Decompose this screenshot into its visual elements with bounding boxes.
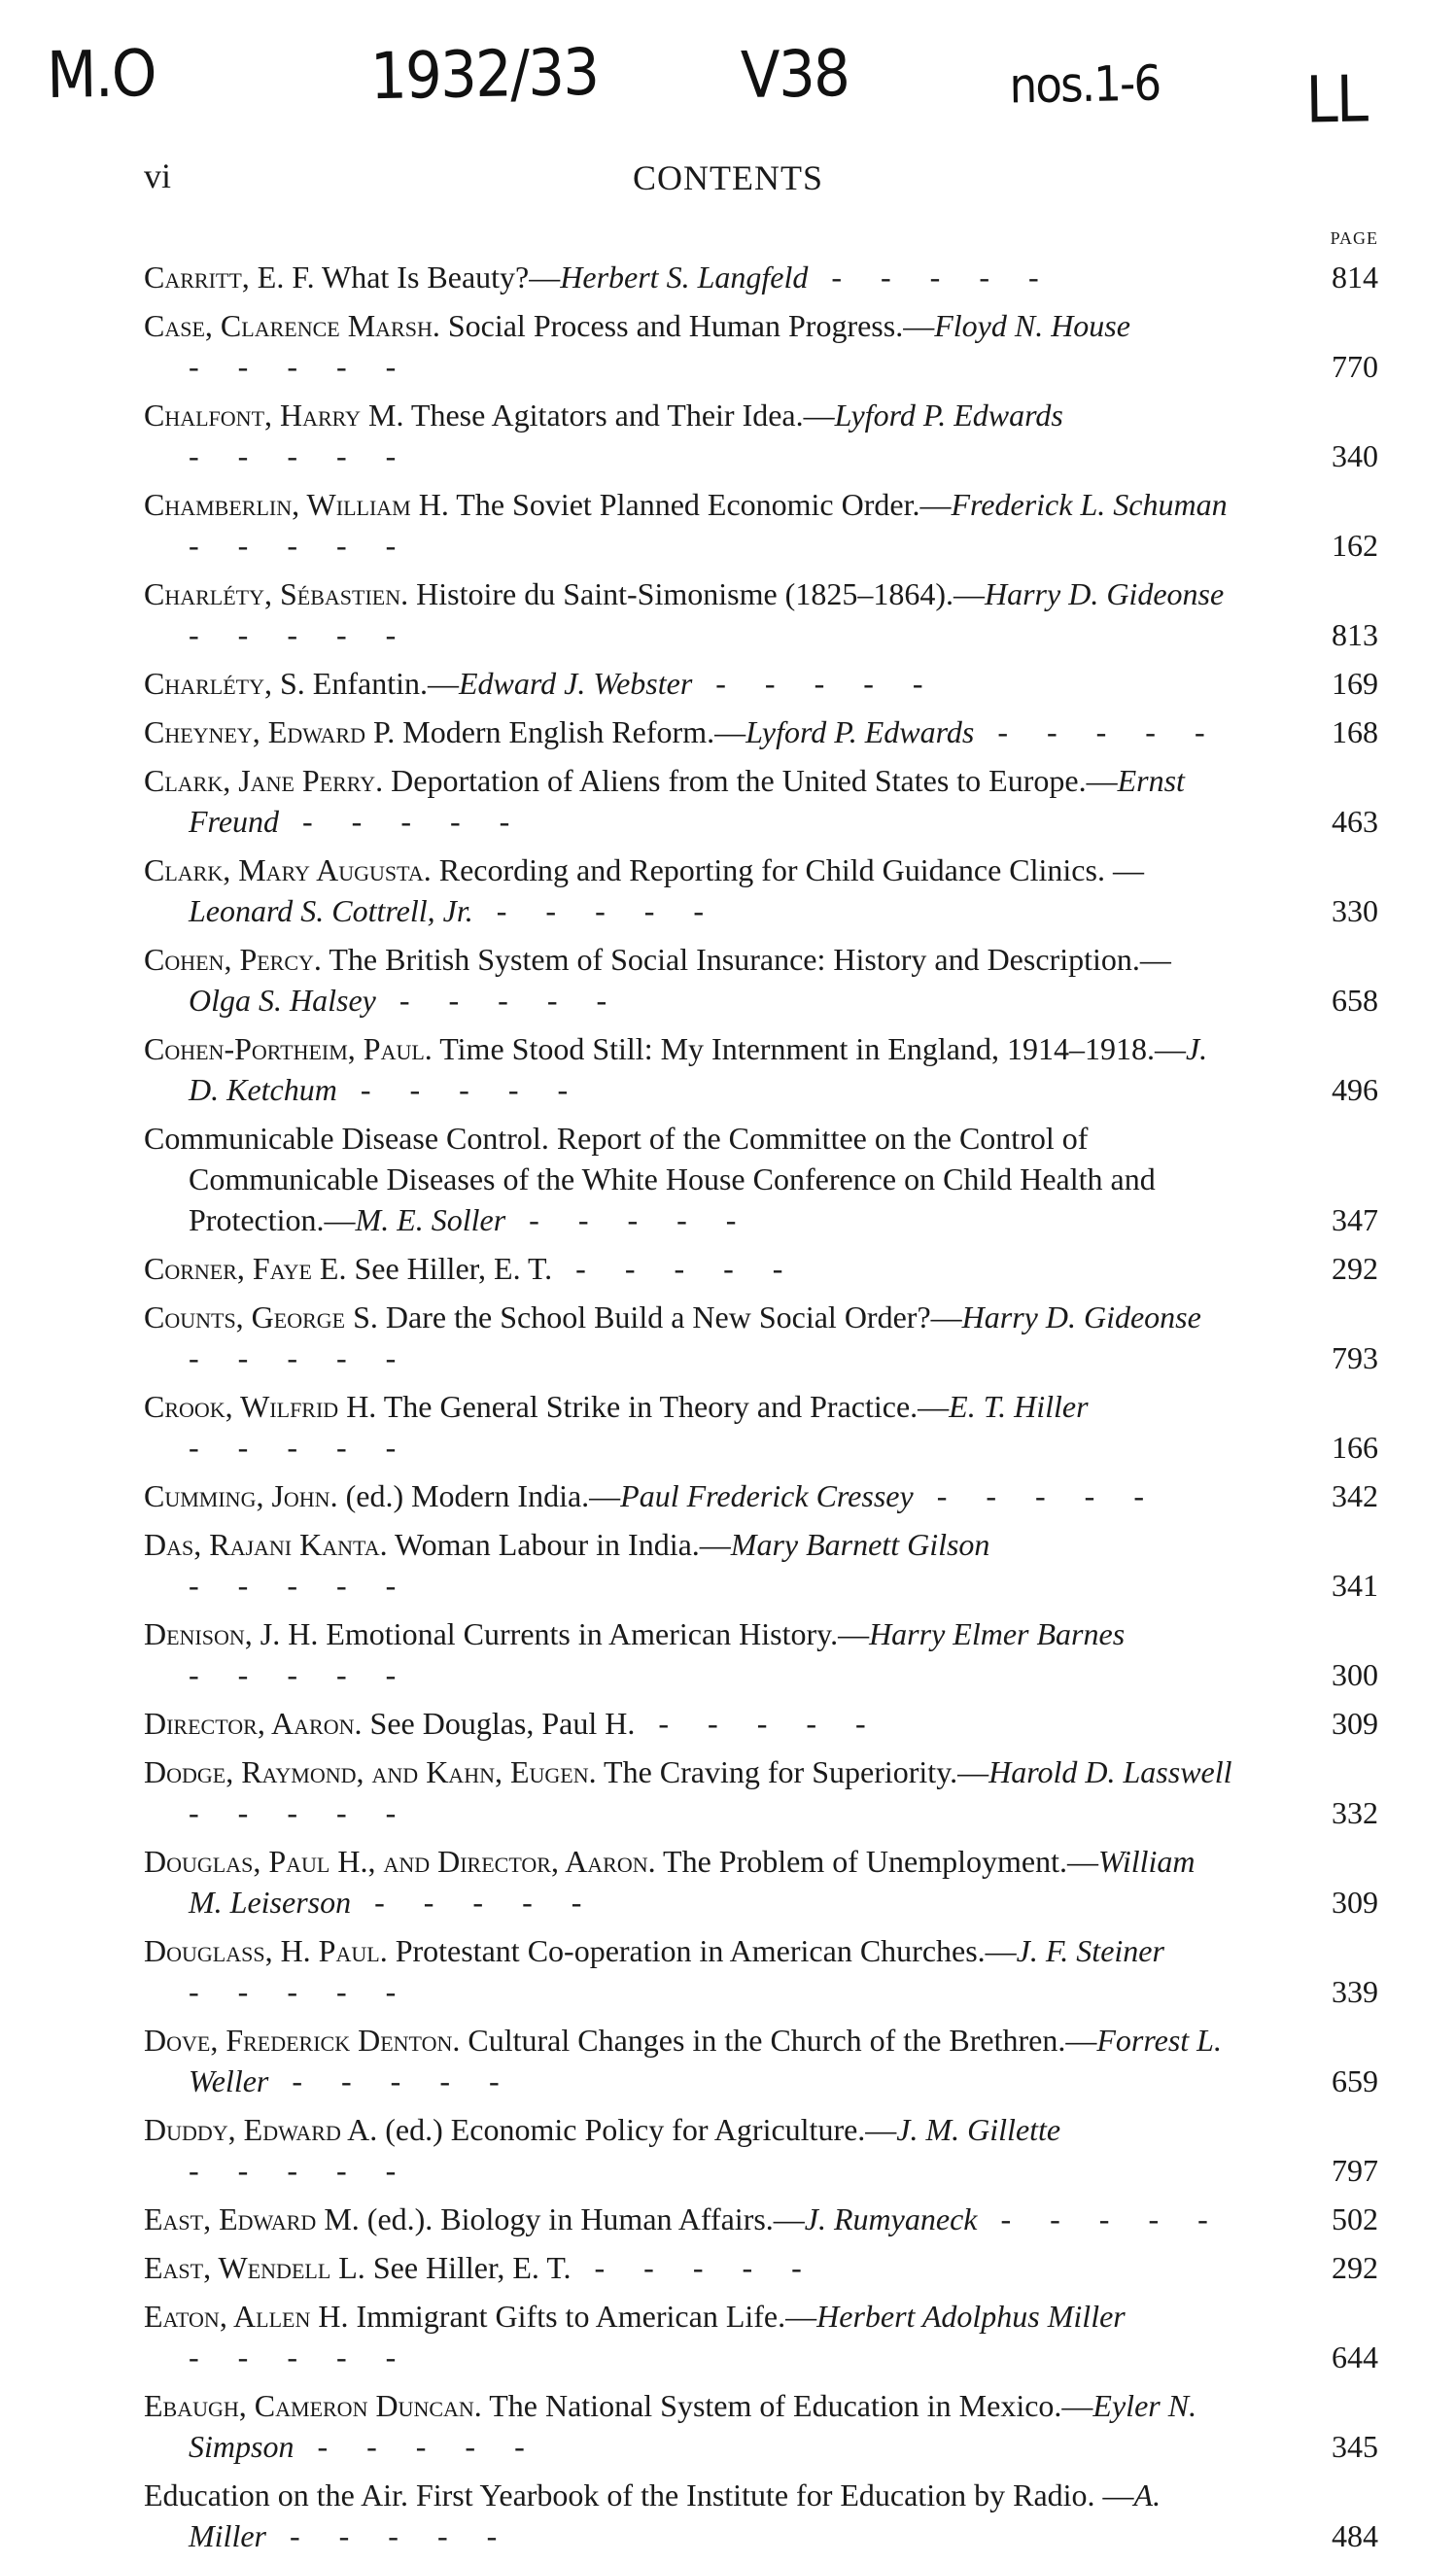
entry-page: 292 [1332, 2250, 1378, 2285]
entry-page: 496 [1332, 1072, 1378, 1107]
leader-dashes: - - - - - [265, 2518, 513, 2553]
entry-reviewer: Paul Frederick Cressey [620, 1478, 914, 1513]
contents-entry [144, 2296, 1378, 2377]
entry-text [144, 1524, 1232, 1606]
entry-text [144, 2020, 1232, 2101]
entry-title: (ed.) Modern India.— [345, 1478, 621, 1513]
entry-text [144, 1751, 1232, 1833]
entry-reviewer: M. E. Soller [355, 1202, 506, 1237]
contents-entry [144, 1297, 1378, 1378]
entry-text [144, 1930, 1232, 2012]
entry-text [144, 305, 1232, 387]
leader-dashes: - - - - - [571, 2250, 817, 2285]
entry-page: 330 [1332, 893, 1378, 928]
entry-title: Communicable Disease Control. Report of the Committee on the Control of Communicable Diseases of the White House Conference on Child Health and Protection.— [144, 1121, 1156, 1237]
leader-dashes: - - - - - [189, 2153, 412, 2188]
contents-entry [144, 305, 1378, 387]
entry-author: Cohen-Portheim, Paul. [144, 1031, 433, 1066]
entry-title: What Is Beauty?— [322, 260, 561, 295]
contents-entry [144, 2109, 1378, 2191]
entry-page: 814 [1332, 260, 1378, 295]
leader-dashes: - - - - - [279, 804, 526, 839]
entry-page: 309 [1332, 1706, 1378, 1741]
contents-entry [144, 1613, 1378, 1695]
entry-page: 162 [1332, 528, 1378, 563]
contents-entry [144, 573, 1378, 655]
entry-title: (ed.) Economic Policy for Agriculture.— [385, 2112, 897, 2147]
entry-author: Case, Clarence Marsh. [144, 308, 440, 343]
leader-dashes: - - - - - [189, 349, 412, 384]
contents-entry [144, 1930, 1378, 2012]
leader-dashes: - - - - - [635, 1706, 882, 1741]
handwritten-mark: 1932/33 [369, 34, 599, 115]
entry-title: Social Process and Human Progress.— [447, 308, 935, 343]
entry-text [144, 1475, 1232, 1516]
entry-reviewer: Ernst Freund [189, 763, 1185, 839]
entry-page: 658 [1332, 983, 1378, 1018]
entry-title: Enfantin.— [312, 666, 459, 701]
entry-reviewer: Herbert Adolphus Miller [816, 2299, 1126, 2334]
leader-dashes: - - - - - [189, 1568, 412, 1603]
leader-dashes: - - - - - [189, 1340, 412, 1375]
entry-text [144, 663, 1232, 704]
page-number: vi [144, 156, 172, 195]
leader-dashes: - - - - - [808, 260, 1055, 295]
contents-entry [144, 849, 1378, 931]
leader-dashes: - - - - - [974, 714, 1221, 749]
contents-entry [144, 760, 1378, 842]
leader-dashes: - - - - - [472, 893, 720, 928]
entry-author: Douglas, Paul H., and Director, Aaron. [144, 1844, 656, 1879]
entry-reviewer: J. F. Steiner [1016, 1933, 1164, 1968]
entry-author: Charléty, S. [144, 666, 305, 701]
contents-entry [144, 1703, 1378, 1744]
entry-title: Immigrant Gifts to American Life.— [356, 2299, 817, 2334]
entry-page: 347 [1332, 1202, 1378, 1237]
entry-author: Duddy, Edward A. [144, 2112, 378, 2147]
entry-text [144, 1028, 1232, 1110]
entry-author: Crook, Wilfrid H. [144, 1389, 377, 1424]
page-title: CONTENTS [633, 158, 823, 197]
entry-author: Corner, Faye E. [144, 1251, 347, 1286]
entry-author: Counts, George S. [144, 1299, 378, 1334]
entry-text [144, 2199, 1232, 2239]
contents-entry [144, 711, 1378, 752]
leader-dashes: - - - - - [692, 666, 939, 701]
entry-reviewer: Harry D. Gideonse [961, 1299, 1201, 1334]
entry-page: 813 [1332, 617, 1378, 652]
entry-page: 169 [1332, 666, 1378, 701]
entry-author: Clark, Mary Augusta. [144, 852, 432, 887]
entry-author: Eaton, Allen H. [144, 2299, 349, 2334]
entry-title: The Craving for Superiority.— [604, 1754, 989, 1789]
entry-title: Recording and Reporting for Child Guidance Clinics. — [438, 852, 1144, 887]
entry-text [144, 939, 1232, 1021]
contents-entry [144, 1028, 1378, 1110]
entry-page: 166 [1332, 1430, 1378, 1465]
entry-page: 341 [1332, 1568, 1378, 1603]
entry-reviewer: J. Rumyaneck [804, 2201, 978, 2236]
leader-dashes: - - - - - [189, 2339, 412, 2374]
entry-text [144, 1613, 1232, 1695]
entry-page: 770 [1332, 349, 1378, 384]
leader-dashes: - - - - - [351, 1885, 598, 1920]
entry-reviewer: Lyford P. Edwards [745, 714, 975, 749]
entry-text [144, 2475, 1232, 2556]
contents-entry [144, 2247, 1378, 2288]
contents-list [144, 257, 1378, 2564]
entry-page: 502 [1332, 2201, 1378, 2236]
entry-author: Carritt, E. F. [144, 260, 315, 295]
leader-dashes: - - - - - [336, 1072, 584, 1107]
contents-entry [144, 663, 1378, 704]
entry-title: These Agitators and Their Idea.— [410, 398, 835, 433]
contents-entry [144, 2385, 1378, 2467]
entry-text [144, 1386, 1232, 1468]
entry-text [144, 1297, 1232, 1378]
entry-reviewer: A. Miller [189, 2477, 1161, 2553]
entry-page: 484 [1332, 2518, 1378, 2553]
entry-title: The General Strike in Theory and Practice.— [383, 1389, 950, 1424]
entry-text [144, 1703, 1232, 1744]
leader-dashes: - - - - - [505, 1202, 752, 1237]
entry-author: Ebaugh, Cameron Duncan. [144, 2388, 482, 2423]
entry-text [144, 2109, 1232, 2191]
contents-entry [144, 395, 1378, 476]
entry-author: Chalfont, Harry M. [144, 398, 404, 433]
entry-title: See Douglas, Paul H. [369, 1706, 636, 1741]
entry-reviewer: J. M. Gillette [896, 2112, 1061, 2147]
contents-entry [144, 939, 1378, 1021]
entry-text [144, 2247, 1232, 2288]
entry-page: 300 [1332, 1657, 1378, 1692]
contents-entry [144, 1841, 1378, 1923]
entry-text [144, 257, 1232, 297]
contents-entry [144, 1248, 1378, 1289]
entry-reviewer: Leonard S. Cottrell, Jr. [189, 893, 473, 928]
handwritten-mark: M.O [46, 35, 156, 114]
leader-dashes: - - - - - [977, 2201, 1224, 2236]
entry-title: Protestant Co-operation in American Churches.— [395, 1933, 1017, 1968]
leader-dashes: - - - - - [189, 1430, 412, 1465]
entry-page: 292 [1332, 1251, 1378, 1286]
entry-page: 463 [1332, 804, 1378, 839]
entry-text [144, 2296, 1232, 2377]
leader-dashes: - - - - - [189, 438, 412, 473]
entry-title: Cultural Changes in the Church of the Brethren.— [468, 2023, 1097, 2058]
entry-reviewer: Harold D. Lasswell [988, 1754, 1232, 1789]
leader-dashes: - - - - - [189, 1974, 412, 2009]
contents-entry [144, 1386, 1378, 1468]
contents-entry [144, 1751, 1378, 1833]
entry-page: 168 [1332, 714, 1378, 749]
handwritten-mark: LL [1304, 61, 1368, 138]
entry-page: 659 [1332, 2063, 1378, 2098]
entry-title: Histoire du Saint-Simonisme (1825–1864).— [416, 576, 985, 611]
entry-title: The National System of Education in Mexico.— [489, 2388, 1093, 2423]
handwritten-mark: nos.1-6 [1009, 54, 1161, 115]
entry-title: The Problem of Unemployment.— [663, 1844, 1098, 1879]
entry-reviewer: Frederick L. Schuman [951, 487, 1228, 522]
entry-title: The British System of Social Insurance: History and Description.— [329, 942, 1171, 977]
entry-text [144, 2385, 1232, 2467]
entry-text [144, 849, 1232, 931]
leader-dashes: - - - - - [268, 2063, 515, 2098]
entry-author: East, Wendell L. [144, 2250, 365, 2285]
entry-author: Dove, Frederick Denton. [144, 2023, 461, 2058]
entry-reviewer: Harry D. Gideonse [984, 576, 1225, 611]
entry-reviewer: William M. Leiserson [189, 1844, 1196, 1920]
entry-title: Woman Labour in India.— [395, 1527, 731, 1562]
leader-dashes: - - - - - [189, 617, 412, 652]
entry-reviewer: E. T. Hiller [949, 1389, 1089, 1424]
entry-reviewer: Harry Elmer Barnes [869, 1616, 1126, 1651]
entry-page: 644 [1332, 2339, 1378, 2374]
entry-reviewer: Herbert S. Langfeld [560, 260, 809, 295]
entry-author: Douglass, H. Paul. [144, 1933, 388, 1968]
entry-author: Cohen, Percy. [144, 942, 322, 977]
entry-reviewer: Mary Barnett Gilson [730, 1527, 990, 1562]
contents-entry [144, 2199, 1378, 2239]
entry-page: 309 [1332, 1885, 1378, 1920]
entry-author: Director, Aaron. [144, 1706, 363, 1741]
entry-page: 339 [1332, 1974, 1378, 2009]
entry-title: Time Stood Still: My Internment in England, 1914–1918.— [439, 1031, 1186, 1066]
leader-dashes: - - - - - [294, 2429, 540, 2464]
entry-page: 342 [1332, 1478, 1378, 1513]
leader-dashes: - - - - - [189, 1795, 412, 1830]
entry-page: 340 [1332, 438, 1378, 473]
entry-author: Clark, Jane Perry. [144, 763, 384, 798]
entry-author: East, Edward M. [144, 2201, 360, 2236]
entry-title: Education on the Air. First Yearbook of the Institute for Education by Radio. — [144, 2477, 1134, 2512]
entry-page: 797 [1332, 2153, 1378, 2188]
contents-entry [144, 1475, 1378, 1516]
entry-text [144, 1118, 1232, 1240]
entry-text [144, 484, 1232, 566]
entry-text [144, 573, 1232, 655]
entry-text [144, 1841, 1232, 1923]
leader-dashes: - - - - - [189, 528, 412, 563]
entry-page: 793 [1332, 1340, 1378, 1375]
entry-title: Modern English Reform.— [402, 714, 746, 749]
entry-author: Dodge, Raymond, and Kahn, Eugen. [144, 1754, 597, 1789]
contents-entry [144, 2475, 1378, 2556]
entry-title: See Hiller, E. T. [372, 2250, 572, 2285]
entry-title: Dare the School Build a New Social Order?— [385, 1299, 962, 1334]
entry-title: (ed.). Biology in Human Affairs.— [366, 2201, 805, 2236]
handwritten-mark: V38 [740, 35, 849, 114]
entry-reviewer: Eyler N. Simpson [189, 2388, 1197, 2464]
contents-entry [144, 1524, 1378, 1606]
leader-dashes: - - - - - [375, 983, 623, 1018]
entry-title: Emotional Currents in American History.— [326, 1616, 870, 1651]
entry-reviewer: J. D. Ketchum [189, 1031, 1208, 1107]
entry-page: 332 [1332, 1795, 1378, 1830]
entry-reviewer: Edward J. Webster [458, 666, 693, 701]
entry-reviewer: Forrest L. Weller [189, 2023, 1222, 2098]
entry-title: The Soviet Planned Economic Order.— [456, 487, 952, 522]
entry-text [144, 760, 1232, 842]
entry-title: See Hiller, E. T. [354, 1251, 553, 1286]
entry-title: Deportation of Aliens from the United States to Europe.— [391, 763, 1118, 798]
entry-author: Chamberlin, William H. [144, 487, 449, 522]
entry-reviewer: Floyd N. House [934, 308, 1130, 343]
leader-dashes: - - - - - [552, 1251, 799, 1286]
contents-entry [144, 484, 1378, 566]
page-column-label: PAGE [1330, 228, 1378, 248]
entry-author: Das, Rajani Kanta. [144, 1527, 388, 1562]
entry-reviewer: Lyford P. Edwards [834, 398, 1063, 433]
entry-author: Cumming, John. [144, 1478, 338, 1513]
leader-dashes: - - - - - [913, 1478, 1160, 1513]
entry-text [144, 711, 1232, 752]
contents-entry [144, 257, 1378, 297]
entry-reviewer: Olga S. Halsey [189, 983, 376, 1018]
entry-text [144, 1248, 1232, 1289]
entry-author: Denison, J. H. [144, 1616, 319, 1651]
entry-text [144, 395, 1232, 476]
entry-author: Cheyney, Edward P. [144, 714, 396, 749]
leader-dashes: - - - - - [189, 1657, 412, 1692]
contents-entry [144, 1118, 1378, 1240]
entry-page: 345 [1332, 2429, 1378, 2464]
contents-entry [144, 2020, 1378, 2101]
entry-author: Charléty, Sébastien. [144, 576, 409, 611]
